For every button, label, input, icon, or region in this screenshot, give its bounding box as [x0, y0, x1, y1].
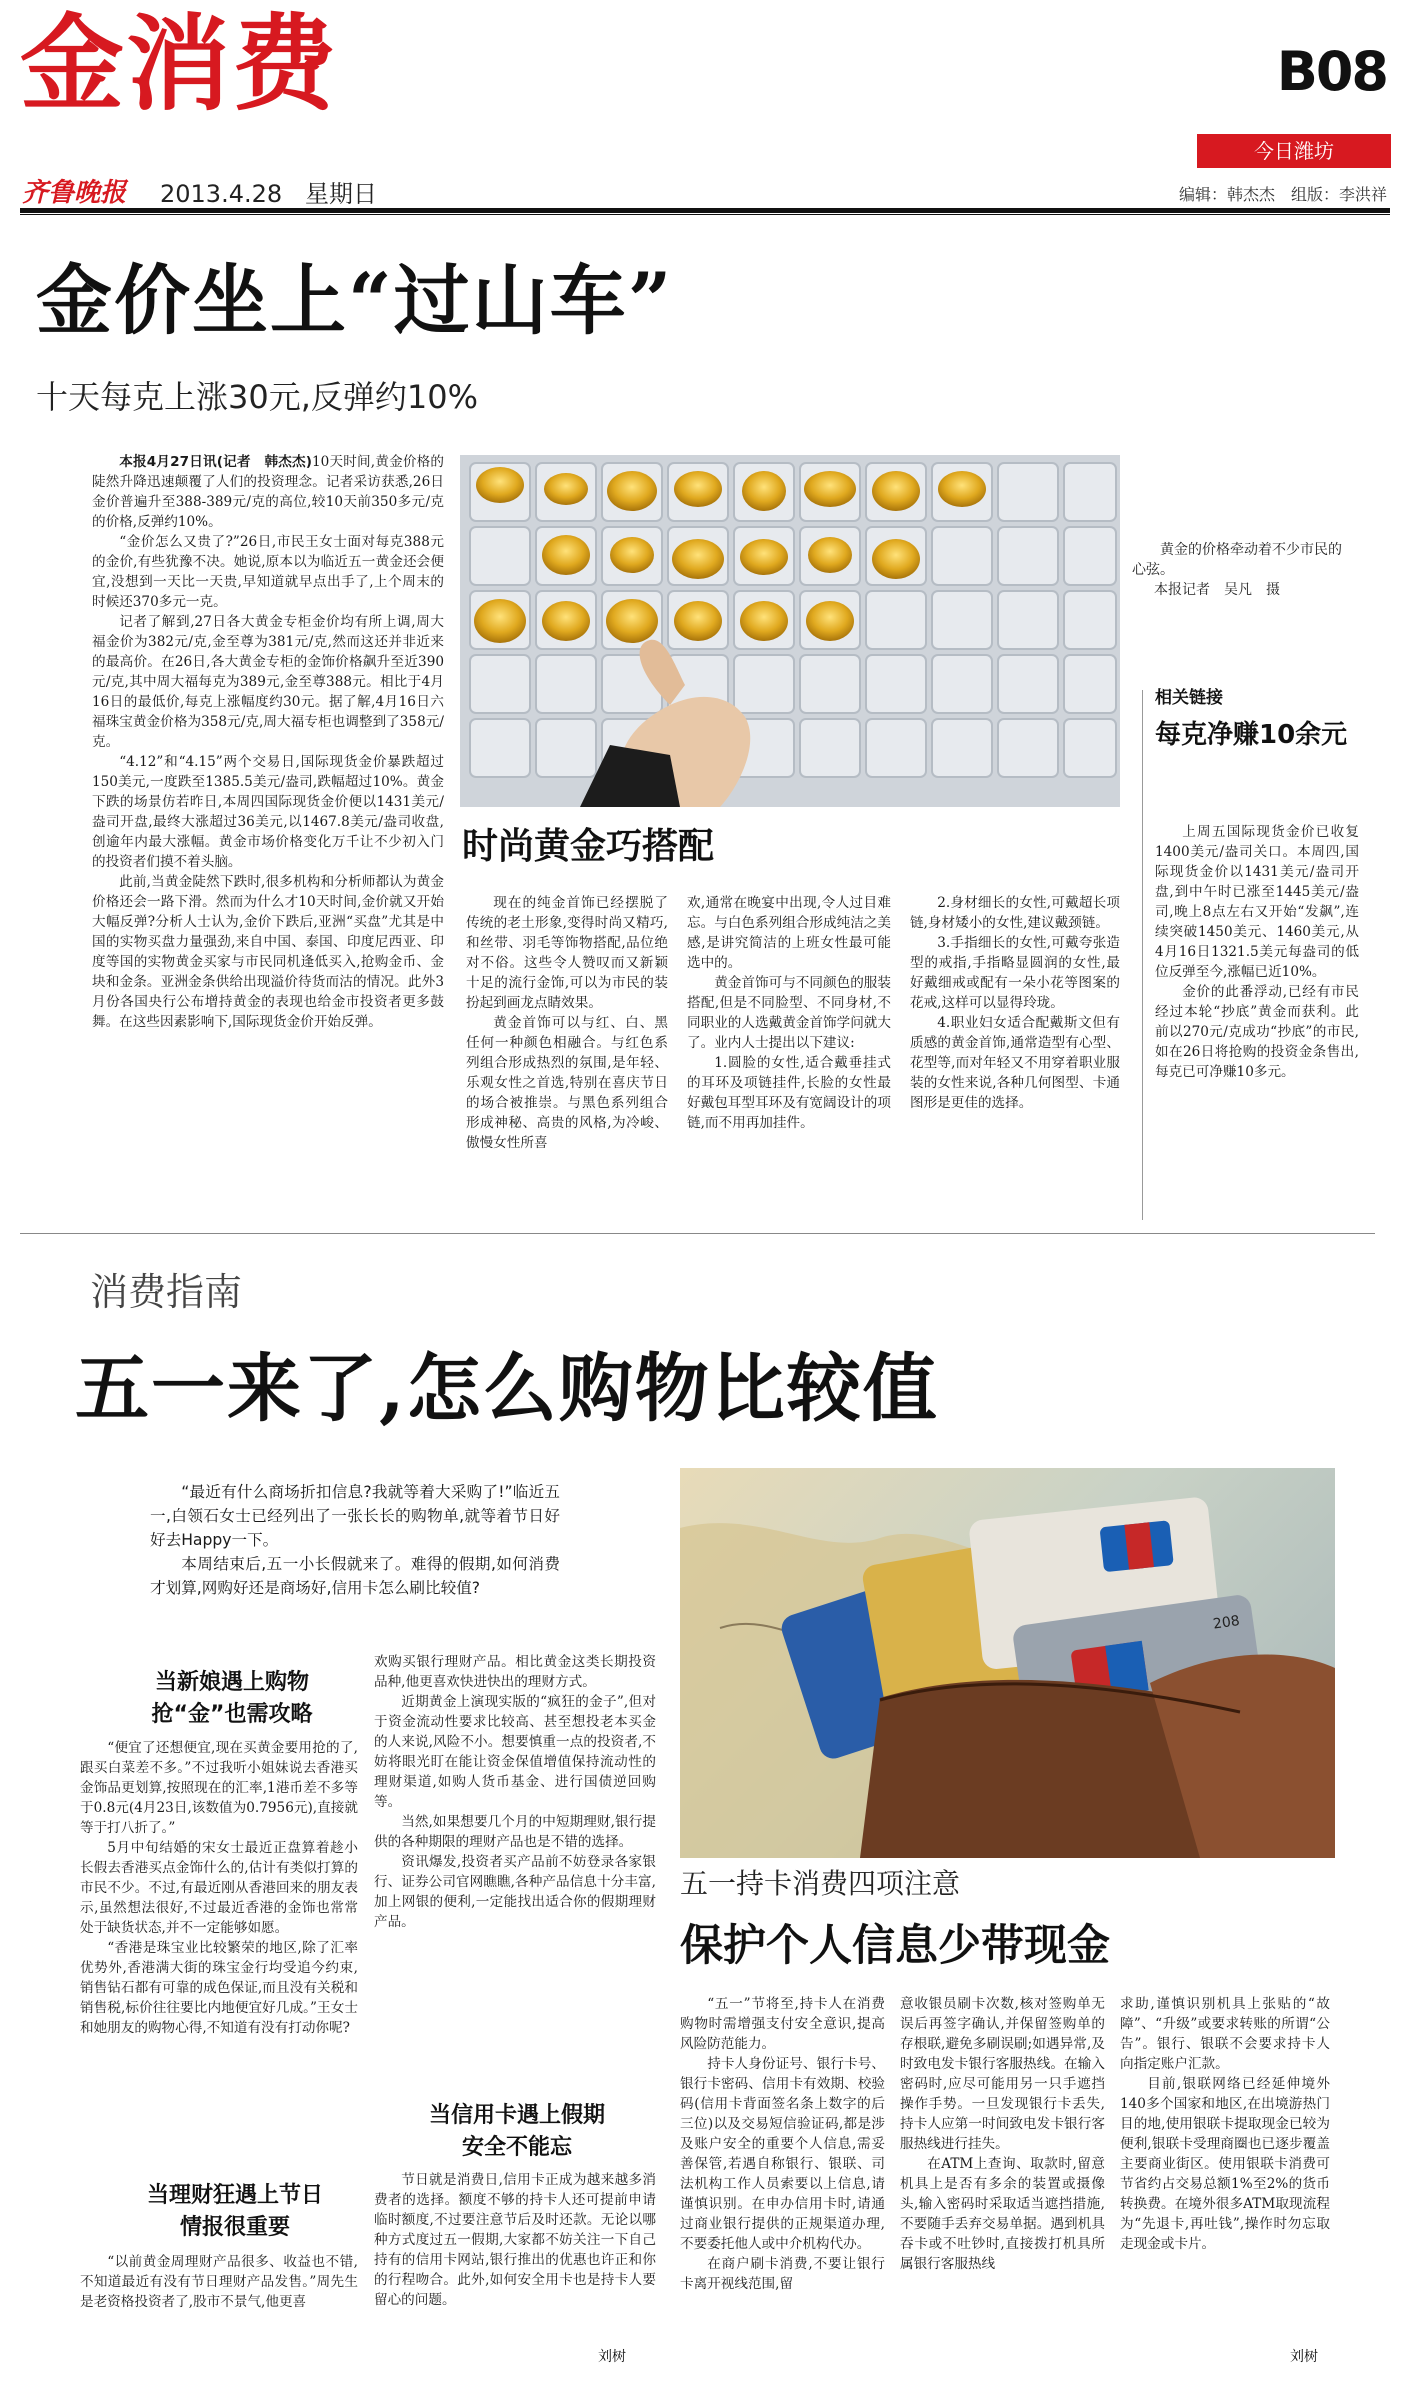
guide-intro-paragraph: “最近有什么商场折扣信息?我就等着大采购了!”临近五一,白领石女士已经列出了一张长长的购物单,就等着节日好好去Happy一下。: [150, 1483, 560, 1549]
article-paragraph: 本报4月27日讯(记者 韩杰杰)10天时间,黄金价格的陡然升降迅速颠覆了人们的投资理念。记者采访获悉,26日金价普遍升至388-389元/克的高位,较10天前350多元/克的价格,反弹约10%。: [92, 454, 444, 530]
sidebar-paragraph: 上周五国际现货金价已收复1400美元/盎司关口。本周四,国际现货金价以1431美元/盎司开盘,到中午时已涨至1445美元/盎司,晚上8点左右又开始“发飙”,连续突破1450美元、1460美元,从4月16日1321.5美元每盎司的低位反弹至今,涨幅已近10%。: [1155, 824, 1359, 980]
guide-subhead-1: 当新娘遇上购物 抢“金”也需攻略: [151, 1670, 313, 1727]
guide-paragraph: 节日就是消费日,信用卡正成为越来越多消费者的选择。额度不够的持卡人还可提前申请临时额度,不过要注意节后及时还款。无论以哪种方式度过五一假期,大家都不妨关注一下自己持有的信用卡网站,银行推出的优惠也许正和你的行程吻合。此外,如何安全用卡也是持卡人要留心的问题。: [374, 2172, 656, 2308]
bank-cards-photo: [680, 1468, 1335, 1858]
article-headline: 金价坐上“过山车”: [36, 256, 674, 345]
article-paragraph: 此前,当黄金陡然下跌时,很多机构和分析师都认为黄金价格还会一路下滑。然而为什么才10天时间,金价就又开始大幅反弹?分析人士认为,金价下跌后,亚洲“买盘”尤其是中国的实物买盘力量强劲,来自中国、泰国、印度尼西亚、印度等国的实物黄金买家与市民同机逢低买入,抢购金币、金块和金条。亚洲金条供给出现溢价待货而沽的情况。此外3月份各国央行公布增持黄金的表现也给金市投资者更多鼓舞。在这些因素影响下,国际现货金价开始反弹。: [92, 874, 444, 1030]
sidebar-label: 相关链接: [1155, 688, 1223, 708]
guide-paragraph: 当然,如果想要几个月的中短期理财,银行提供的各种期限的理财产品也是不错的选择。: [374, 1814, 656, 1850]
card-headline: 保护个人信息少带现金: [680, 1921, 1110, 1971]
fashion-paragraph: 2.身材细长的女性,可戴超长项链,身材矮小的女性,建议戴颈链。: [910, 895, 1120, 931]
guide-subhead-3: 当信用卡遇上假期 安全不能忘: [428, 2103, 605, 2160]
card-paragraph: 在商户刷卡消费,不要让银行卡离开视线范围,留: [680, 2256, 885, 2292]
guide-paragraph: 5月中旬结婚的宋女士最近正盘算着趁小长假去香港买点金饰什么的,估计有类似打算的市民不少。不过,有最近刚从香港回来的朋友表示,虽然想法很好,不过最近香港的金饰也常常处于缺货状态,并不一定能够如愿。: [80, 1840, 358, 1936]
guide-paragraph: “便宜了还想便宜,现在买黄金要用抢的了,跟买白菜差不多。”不过我听小姐妹说去香港买金饰品更划算,按照现在的汇率,1港币差不多等于0.8元(4月23日,该数值为0.7956元),直接就等于打八折了。”: [80, 1740, 358, 1836]
fashion-paragraph: 现在的纯金首饰已经摆脱了传统的老土形象,变得时尚又精巧,和丝带、羽毛等饰物搭配,品位绝对不俗。这些令人赞叹而又新颖十足的流行金饰,可以为市民的装扮起到画龙点睛效果。: [466, 895, 668, 1011]
article-body: [92, 452, 444, 1032]
guide-paragraph: 近期黄金上演现实版的“疯狂的金子”,但对于资金流动性要求比较高、甚至想投老本买金的人来说,风险不小。想要慎重一点的投资者,不妨将眼光盯在能让资金保值增值保持流动性的理财渠道,如购人货币基金、进行国债逆回购等。: [374, 1694, 656, 1810]
guide-column-2b: [374, 2170, 656, 2310]
masthead-rule: [20, 208, 1390, 213]
card-paragraph: 求助,谨慎识别机具上张贴的“故障”、“升级”或要求转账的所谓“公告”。银行、银联不会要求持卡人向指定账户汇款。: [1120, 1996, 1330, 2072]
guide-paragraph: “以前黄金周理财产品很多、收益也不错,不知道最近有没有节日理财产品发售。”周先生是老资格投资者了,股市不景气,他更喜: [80, 2254, 358, 2310]
gold-tray-illustration: [460, 455, 1120, 807]
fashion-paragraph: 欢,通常在晚宴中出现,令人过目难忘。与白色系列组合形成纯洁之美感,是讲究简洁的上班女性最可能选中的。: [687, 895, 891, 971]
guide-subhead-2: 当理财狂遇上节日 情报很重要: [146, 2183, 323, 2240]
card-number: 208: [1212, 1613, 1241, 1633]
guide-byline: 刘树: [598, 2349, 626, 2365]
sidebar-paragraph: 金价的此番浮动,已经有市民经过本轮“抄底”黄金而获利。此前以270元/克成功“抄底”的市民,如在26日将抢购的投资金条售出,每克已可净赚10多元。: [1155, 984, 1359, 1080]
fashion-paragraph: 黄金首饰可以与红、白、黑任何一种颜色相融合。与红色系列组合形成热烈的氛围,是年轻、乐观女性之首选,特别在喜庆节日的场合被推崇。与黑色系列组合形成神秘、高贵的风格,为冷峻、傲慢女性所喜: [466, 1015, 668, 1151]
issue-weekday: 星期日: [305, 180, 378, 208]
card-column-2: [900, 1994, 1105, 2274]
fashion-section-title: 时尚黄金巧搭配: [462, 826, 715, 867]
section-divider: [20, 1233, 1375, 1234]
fashion-column-3: [910, 893, 1120, 1113]
editor-credits: 编辑：韩杰杰 组版：李洪祥: [1178, 185, 1387, 204]
guide-kicker: 消费指南: [90, 1270, 243, 1314]
newspaper-logo: 齐鲁晚报: [22, 178, 127, 208]
section-title: 金消费: [20, 2, 339, 125]
fashion-paragraph: 1.圆脸的女性,适合戴垂挂式的耳环及项链挂件,长脸的女性最好戴包耳型耳环及有宽阔设计的项链,而不用再加挂件。: [687, 1055, 891, 1131]
photo-credit: 本报记者 吴凡 摄: [1154, 582, 1280, 598]
lead-label: 本报4月27日讯(记者 韩杰杰): [119, 454, 313, 470]
bank-cards-illustration: [680, 1468, 1335, 1858]
guide-intro-paragraph: 本周结束后,五一小长假就来了。难得的假期,如何消费才划算,网购好还是商场好,信用卡怎么刷比较值?: [150, 1555, 560, 1597]
fashion-paragraph: 3.手指细长的女性,可戴夸张造型的戒指,手指略显圆润的女性,最好戴细戒或配有一朵小花等图案的花戒,这样可以显得玲珑。: [910, 935, 1120, 1011]
article-subhead: 十天每克上涨30元,反弹约10%: [36, 378, 479, 416]
card-photo-caption: 五一持卡消费四项注意: [680, 1867, 961, 1900]
article-paragraph: 记者了解到,27日各大黄金专柜金价均有所上调,周大福金价为382元/克,金至尊为381元/克,然而这还并非近来的最高价。在26日,各大黄金专柜的金饰价格飙升至近390元/克,其中周大福每克为389元,金至尊388元。相比于4月16日的最低价,每克上涨幅度约30元。据了解,4月16日六福珠宝黄金价格为358元/克,周大福专柜也调整到了358元/克。: [92, 614, 444, 750]
photo-caption: [1132, 540, 1352, 600]
fashion-paragraph: 黄金首饰可与不同颜色的服装搭配,但是不同脸型、不同身材,不同职业的人选戴黄金首饰学问就大了。业内人士提出以下建议:: [687, 975, 891, 1051]
guide-column-2: [374, 1652, 656, 1932]
fashion-paragraph: 4.职业妇女适合配戴斯文但有质感的黄金首饰,通常造型有心型、花型等,而对年轻又不用穿着职业服装的女性来说,各种几何图型、卡通图形是更佳的选择。: [910, 1015, 1120, 1111]
photo-caption-text: 黄金的价格牵动着不少市民的心弦。: [1132, 542, 1342, 578]
guide-column-1: [80, 1738, 358, 2038]
gold-jewelry-photo: [460, 455, 1120, 807]
card-paragraph: 意收银员刷卡次数,核对签购单无误后再签字确认,并保留签购单的存根联,避免多刷误刷;如遇异常,及时致电发卡银行客服热线。在输入密码时,应尽可能用另一只手遮挡操作手势。一旦发现银行卡丢失,持卡人应第一时间致电发卡银行客服热线进行挂失。: [900, 1996, 1105, 2152]
page-number: B08: [1276, 40, 1387, 103]
region-tab: 今日潍坊: [1197, 134, 1391, 168]
guide-intro: [150, 1480, 560, 1600]
guide-paragraph: “香港是珠宝业比较繁荣的地区,除了汇率优势外,香港满大街的珠宝金行均受追今约束,销售钻石都有可靠的成色保证,而且没有关税和销售税,标价往往要比内地便宜好几成。”王女士和她朋友的购物心得,不知道有没有打动你呢?: [80, 1940, 358, 2036]
card-paragraph: 目前,银联网络已经延伸境外140多个国家和地区,在出境游热门目的地,使用银联卡提取现金已较为便利,银联卡受理商圈也已逐步覆盖主要商业街区。使用银联卡消费可节省约占交易总额1%至2%的货币转换费。在境外很多ATM取现流程为“先退卡,再吐钱”,操作时勿忘取走现金或卡片。: [1120, 2076, 1330, 2252]
issue-date: 2013.4.28: [160, 180, 283, 208]
card-column-3: [1120, 1994, 1330, 2254]
masthead-rule-thin: [20, 214, 1390, 215]
sidebar-title: 每克净赚10余元: [1155, 720, 1348, 750]
card-paragraph: “五一”节将至,持卡人在消费购物时需增强支付安全意识,提高风险防范能力。: [680, 1996, 885, 2052]
guide-paragraph: 欢购买银行理财产品。相比黄金这类长期投资品种,他更喜欢快进快出的理财方式。: [374, 1654, 656, 1690]
dateline: [160, 174, 377, 209]
card-byline: 刘树: [1290, 2349, 1318, 2365]
card-column-1: [680, 1994, 885, 2294]
column-divider: [1142, 690, 1143, 1220]
guide-paragraph: 资讯爆发,投资者买产品前不妨登录各家银行、证券公司官网瞧瞧,各种产品信息十分丰富,加上网银的便利,一定能找出适合你的假期理财产品。: [374, 1854, 656, 1930]
guide-headline: 五一来了,怎么购物比较值: [75, 1346, 939, 1432]
card-paragraph: 持卡人身份证号、银行卡号、银行卡密码、信用卡有效期、校验码(信用卡背面签名条上数字的后三位)以及交易短信验证码,都是涉及账户安全的重要个人信息,需妥善保管,若遇自称银行、银联、司法机构工作人员索要以上信息,请谨慎识别。在申办信用卡时,请通过商业银行提供的正规渠道办理,不要委托他人或中介机构代办。: [680, 2056, 885, 2252]
guide-column-1b: [80, 2252, 358, 2312]
card-paragraph: 在ATM上查询、取款时,留意机具上是否有多余的装置或摄像头,输入密码时采取适当遮挡措施,不要随手丢弃交易单据。遇到机具吞卡或不吐钞时,直接拨打机具所属银行客服热线: [900, 2156, 1105, 2272]
fashion-column-2: [687, 893, 891, 1133]
article-paragraph: “金价怎么又贵了?”26日,市民王女士面对每克388元的金价,有些犹豫不决。她说,原本以为临近五一黄金还会便宜,没想到一天比一天贵,早知道就早点出手了,上个周末的时候还370多元一克。: [92, 534, 444, 610]
article-paragraph: “4.12”和“4.15”两个交易日,国际现货金价暴跌超过150美元,一度跌至1385.5美元/盎司,跌幅超过10%。黄金下跌的场景仿若昨日,本周四国际现货金价便以1431美元/盎司开盘,最终大涨超过36美元,以1467.8美元/盎司收盘,创逾年内最大涨幅。黄金市场价格变化万千让不少初入门的投资者们摸不着头脑。: [92, 754, 444, 870]
fashion-column-1: [466, 893, 668, 1153]
sidebar-body: [1155, 822, 1359, 1082]
